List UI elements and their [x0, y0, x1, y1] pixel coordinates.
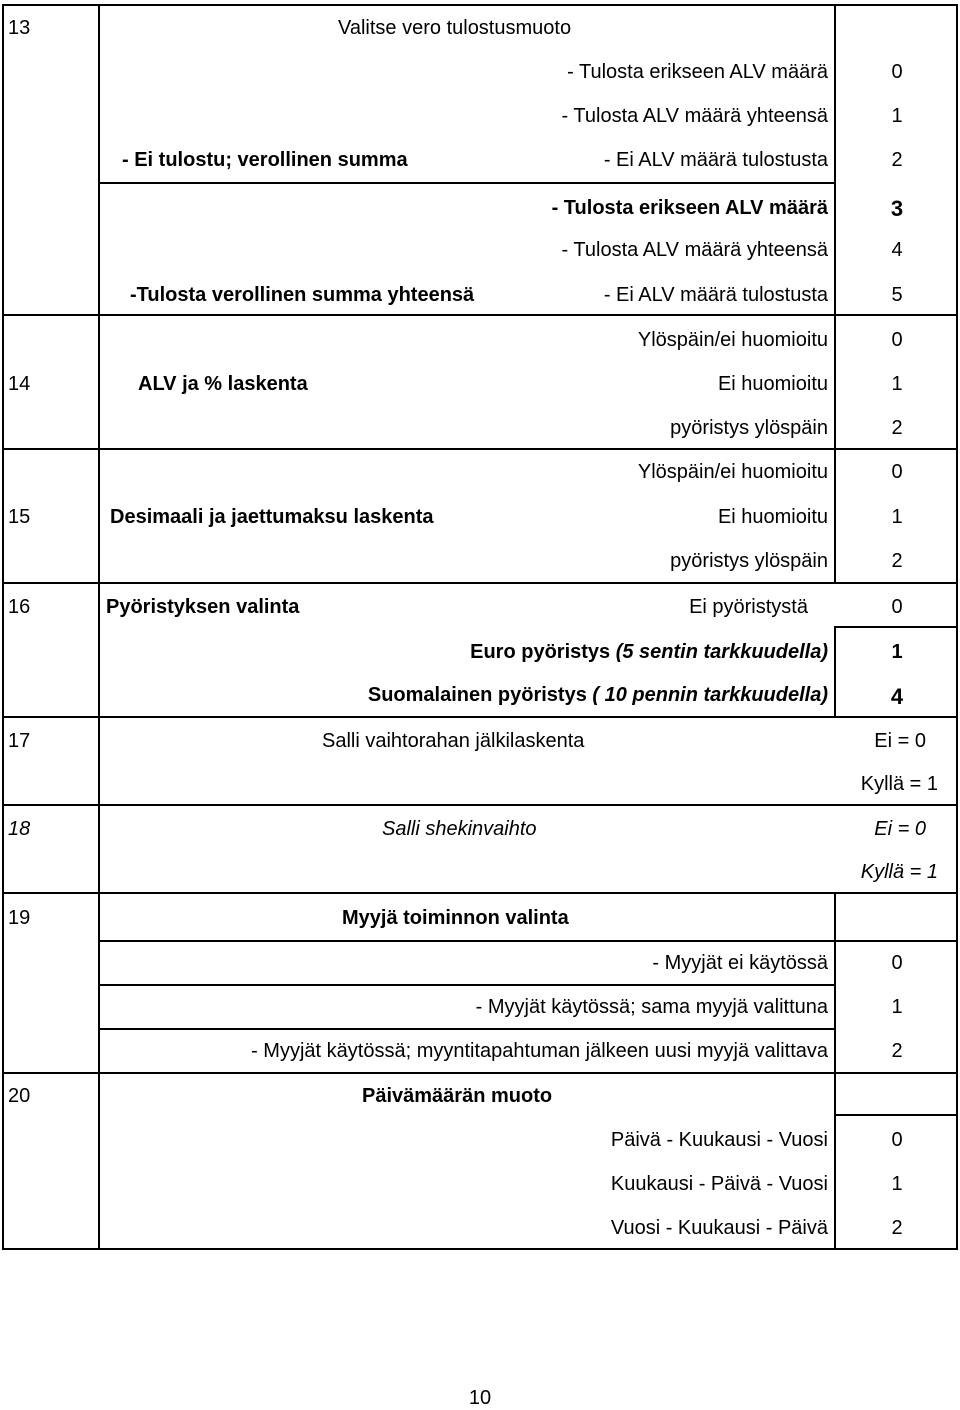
section-number: 19	[8, 907, 31, 929]
row-divider	[98, 1028, 836, 1030]
group-label: -Tulosta verollinen summa yhteensä	[130, 284, 475, 306]
option-label: - Myyjät ei käytössä	[652, 952, 828, 974]
option-value: Ei = 0	[874, 818, 926, 840]
option-label: - Ei ALV määrä tulostusta	[603, 284, 828, 306]
section-title: Myyjä toiminnon valinta	[342, 907, 569, 929]
option-label: - Tulosta ALV määrä yhteensä	[561, 239, 828, 261]
section-divider	[2, 892, 958, 894]
column-divider-number	[98, 4, 100, 1250]
option-label: Ei huomioitu	[717, 373, 828, 395]
section-number: 13	[8, 17, 31, 39]
section-number: 14	[8, 373, 31, 395]
option-value: Ei = 0	[874, 730, 926, 752]
section-title: Desimaali ja jaettumaksu laskenta	[110, 506, 434, 528]
section-number: 15	[8, 506, 31, 528]
section-number: 18	[8, 818, 31, 840]
group-label: - Ei tulostu; verollinen summa	[122, 149, 408, 171]
row-divider	[98, 940, 958, 942]
section-divider	[2, 716, 958, 718]
option-label-main: Euro pyöristys	[470, 641, 616, 663]
option-label: Kuukausi - Päivä - Vuosi	[610, 1173, 828, 1195]
option-value: 1	[891, 373, 903, 395]
option-value: Kyllä = 1	[860, 773, 938, 795]
section-title: Valitse vero tulostusmuoto	[338, 17, 572, 39]
column-divider-value	[834, 892, 836, 1250]
section-title: ALV ja % laskenta	[138, 373, 308, 395]
section-number: 17	[8, 730, 31, 752]
option-label-text	[470, 641, 828, 663]
section-title: Pyöristyksen valinta	[106, 596, 300, 618]
option-value: 4	[890, 684, 904, 709]
option-label: Ei pyöristystä	[689, 596, 808, 618]
section-number: 16	[8, 596, 31, 618]
section-divider	[2, 448, 958, 450]
option-label: - Myyjät käytössä; myyntitapahtuman jälkeen uusi myyjä valittava	[251, 1040, 828, 1062]
option-value: Kyllä = 1	[860, 861, 938, 883]
option-label-main: Suomalainen pyöristys	[367, 684, 593, 706]
section-number: 20	[8, 1085, 31, 1107]
option-value: 2	[891, 1040, 903, 1062]
option-value: 2	[891, 1217, 903, 1239]
option-value: 0	[891, 461, 903, 483]
option-value: 5	[891, 284, 903, 306]
row-divider	[834, 1114, 958, 1116]
option-value: 1	[891, 641, 903, 663]
option-value: 2	[891, 417, 903, 439]
option-label	[470, 640, 828, 664]
option-value: 0	[891, 952, 903, 974]
option-label: - Ei ALV määrä tulostusta	[603, 149, 828, 171]
option-label: - Tulosta erikseen ALV määrä	[551, 197, 828, 219]
option-value: 0	[891, 61, 903, 83]
option-value: 1	[891, 996, 903, 1018]
table-border-left	[2, 4, 4, 1250]
section-divider	[2, 804, 958, 806]
option-label: Ylöspäin/ei huomioitu	[637, 329, 828, 351]
option-value: 2	[891, 550, 903, 572]
section-divider	[2, 582, 958, 584]
section-divider	[2, 314, 958, 316]
option-value: 1	[891, 105, 903, 127]
page-number: 10	[468, 1387, 492, 1409]
option-value: 1	[891, 1173, 903, 1195]
section-title: Päivämäärän muoto	[362, 1085, 553, 1107]
option-label: - Tulosta ALV määrä yhteensä	[561, 105, 828, 127]
row-divider	[98, 182, 836, 184]
option-value: 4	[891, 239, 903, 261]
section-divider	[2, 1072, 958, 1074]
option-label-detail: (5 sentin tarkkuudella)	[615, 641, 828, 663]
option-label: - Myyjät käytössä; sama myyjä valittuna	[475, 996, 828, 1018]
option-label-detail: ( 10 pennin tarkkuudella)	[592, 684, 828, 706]
row-divider	[834, 626, 958, 628]
option-label	[368, 683, 828, 707]
option-label: pyöristys ylöspäin	[670, 417, 828, 439]
option-label: pyöristys ylöspäin	[670, 550, 828, 572]
option-label: Ei huomioitu	[717, 506, 828, 528]
option-label: Ylöspäin/ei huomioitu	[637, 461, 828, 483]
option-value: 0	[891, 596, 903, 618]
row-divider	[98, 984, 836, 986]
section-title: Salli vaihtorahan jälkilaskenta	[322, 730, 585, 752]
section-title: Salli shekinvaihto	[382, 818, 537, 840]
option-label: Vuosi - Kuukausi - Päivä	[610, 1217, 828, 1239]
option-value: 1	[891, 506, 903, 528]
option-value: 0	[891, 329, 903, 351]
option-label: - Tulosta erikseen ALV määrä	[567, 61, 828, 83]
table-border-bottom	[2, 1248, 958, 1250]
table-border-top	[2, 4, 958, 6]
option-value: 0	[891, 1129, 903, 1151]
option-value: 3	[890, 196, 904, 221]
option-label: Päivä - Kuukausi - Vuosi	[610, 1129, 828, 1151]
option-value: 2	[891, 149, 903, 171]
